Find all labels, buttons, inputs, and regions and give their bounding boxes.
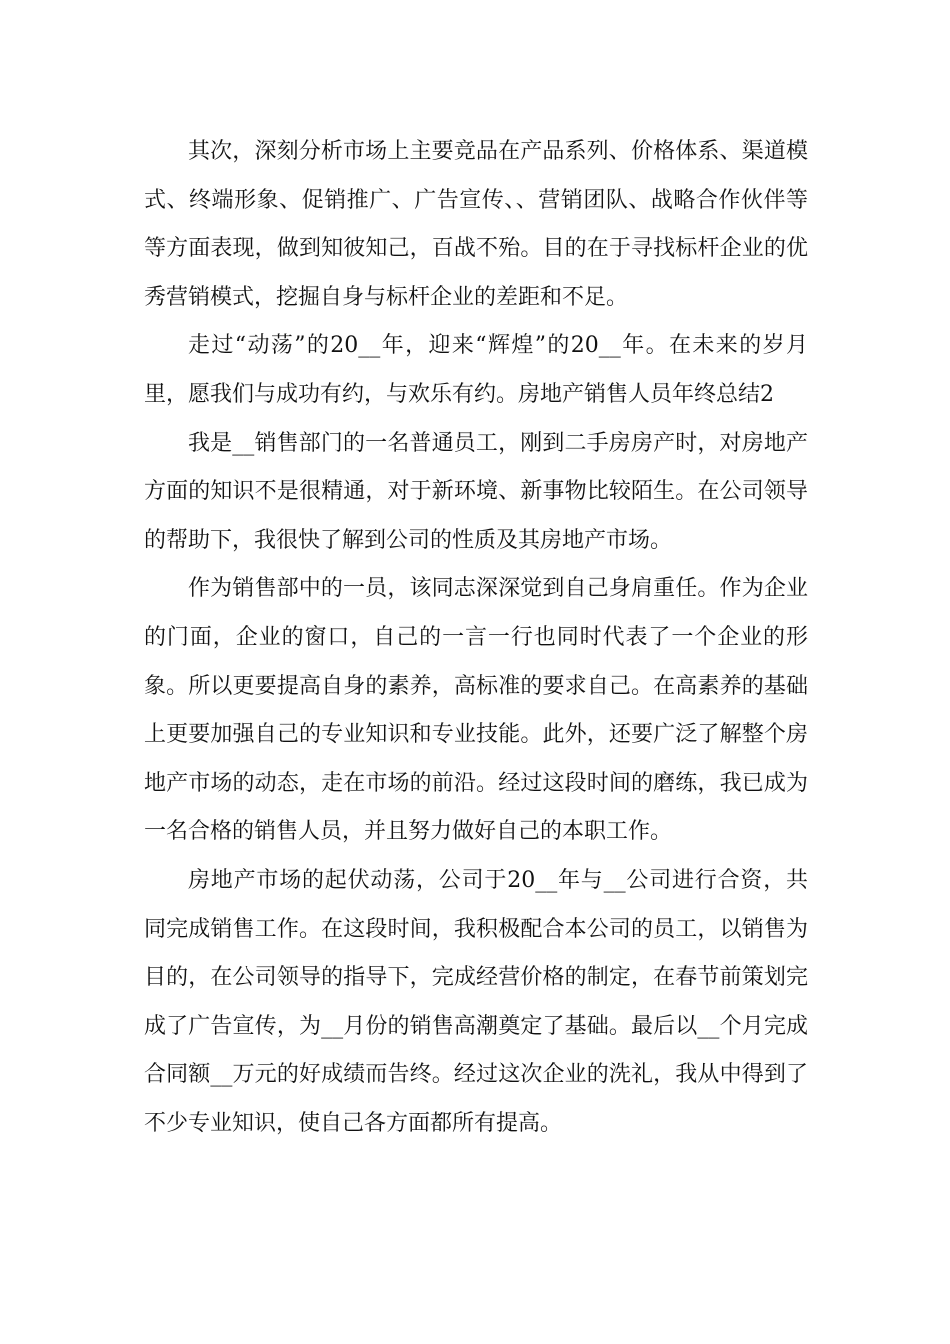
document-body bbox=[144, 128, 808, 1148]
paragraph-self-intro: 我是__销售部门的一名普通员工，刚到二手房房产时，对房地产方面的知识不是很精通，对于新环境、新事物比较陌生。在公司领导的帮助下，我很快了解到公司的性质及其房地产市场。 bbox=[144, 430, 808, 553]
paragraph-closing-wish: 走过“动荡”的20__年，迎来“辉煌”的20__年。在未来的岁月里，愿我们与成功有约，与欢乐有约。房地产销售人员年终总结2 bbox=[144, 333, 808, 407]
paragraph-competitor-analysis: 其次，深刻分析市场上主要竞品在产品系列、价格体系、渠道模式、终端形象、促销推广、广告宣传、、营销团队、战略合作伙伴等等方面表现，做到知彼知己，百战不殆。目的在于寻找标杆企业的优秀营销模式，挖掘自身与标杆企业的差距和不足。 bbox=[144, 139, 808, 310]
paragraph-joint-venture: 房地产市场的起伏动荡，公司于20__年与__公司进行合资，共同完成销售工作。在这段时间，我积极配合本公司的员工，以销售为目的，在公司领导的指导下，完成经营价格的制定，在春节前策划完成了广告宣传，为__月份的销售高潮奠定了基础。最后以__个月完成合同额__万元的好成绩而告终。经过这次企业的洗礼，我从中得到了不少专业知识，使自己各方面都所有提高。 bbox=[144, 867, 808, 1136]
paragraph-responsibility: 作为销售部中的一员，该同志深深觉到自己身肩重任。作为企业的门面，企业的窗口，自己的一言一行也同时代表了一个企业的形象。所以更要提高自身的素养，高标准的要求自己。在高素养的基础上更要加强自己的专业知识和专业技能。此外，还要广泛了解整个房地产市场的动态，走在市场的前沿。经过这段时间的磨练，我已成为一名合格的销售人员，并且努力做好自己的本职工作。 bbox=[144, 576, 808, 845]
